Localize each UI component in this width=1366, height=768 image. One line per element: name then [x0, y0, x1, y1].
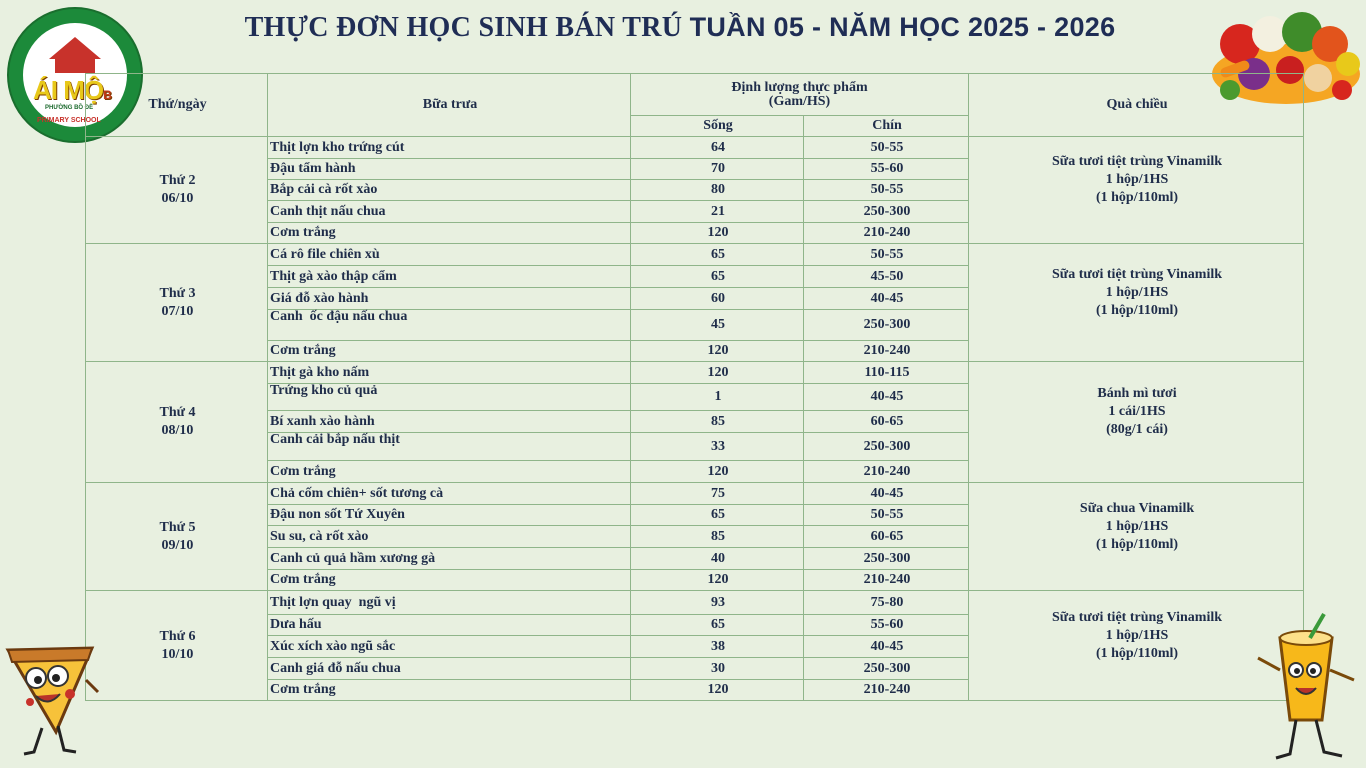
day-label: Thứ 3	[159, 285, 196, 301]
raw-quantity: 65	[631, 244, 804, 266]
dish-name: Cơm trắng	[268, 461, 631, 483]
dish-name: Thịt gà kho nấm	[268, 362, 631, 384]
raw-quantity: 85	[631, 411, 804, 433]
table-row	[86, 244, 1304, 266]
page-title	[160, 12, 1200, 44]
day-label: Thứ 6	[159, 628, 196, 644]
cooked-quantity: 250-300	[804, 433, 969, 461]
day-date: 08/10	[161, 423, 194, 438]
dish-name: Su su, cà rốt xào	[268, 526, 631, 548]
snack-line: (1 hộp/110ml)	[1095, 190, 1179, 205]
dish-name: Đậu non sốt Tứ Xuyên	[268, 505, 631, 526]
raw-quantity: 70	[631, 159, 804, 180]
table-row	[86, 591, 1304, 615]
dish-name: Cơm trắng	[268, 680, 631, 701]
header-cooked: Chín	[804, 116, 969, 137]
cooked-quantity: 50-55	[804, 244, 969, 266]
raw-quantity: 40	[631, 548, 804, 570]
cooked-quantity: 75-80	[804, 591, 969, 615]
cooked-quantity: 40-45	[804, 636, 969, 658]
raw-quantity: 60	[631, 288, 804, 310]
cooked-quantity: 40-45	[804, 483, 969, 505]
dish-name: Cơm trắng	[268, 570, 631, 591]
menu-table	[85, 73, 1304, 701]
raw-quantity: 30	[631, 658, 804, 680]
raw-quantity: 120	[631, 461, 804, 483]
cooked-quantity: 250-300	[804, 201, 969, 223]
snack-cell	[969, 483, 1304, 591]
cooked-quantity: 210-240	[804, 570, 969, 591]
logo-gate	[55, 59, 95, 73]
header-day: Thứ/ngày	[86, 74, 268, 137]
cooked-quantity: 210-240	[804, 341, 969, 362]
snack-line: Sữa tươi tiệt trùng Vinamilk	[1052, 266, 1223, 282]
day-cell	[86, 483, 268, 591]
snack-line: 1 hộp/1HS	[1105, 627, 1169, 643]
day-date: 10/10	[161, 646, 194, 662]
cooked-quantity: 210-240	[804, 680, 969, 701]
raw-quantity: 65	[631, 615, 804, 636]
dish-name: Đậu tẩm hành	[268, 159, 631, 180]
raw-quantity: 120	[631, 680, 804, 701]
cooked-quantity: 55-60	[804, 615, 969, 636]
cooked-quantity: 50-55	[804, 180, 969, 201]
day-date: 09/10	[161, 537, 194, 553]
logo-gate-roof	[49, 37, 101, 59]
snack-line: (80g/1 cái)	[1106, 422, 1168, 437]
cooked-quantity: 210-240	[804, 223, 969, 244]
raw-quantity: 45	[631, 310, 804, 341]
dish-name: Canh ốc đậu nấu chua	[268, 310, 631, 341]
day-label: Thứ 4	[159, 405, 196, 420]
snack-line: (1 hộp/110ml)	[1095, 302, 1179, 318]
cooked-quantity: 210-240	[804, 461, 969, 483]
table-row	[86, 483, 1304, 505]
cooked-quantity: 55-60	[804, 159, 969, 180]
raw-quantity: 120	[631, 362, 804, 384]
dish-name: Canh cải bắp nấu thịt	[268, 433, 631, 461]
dish-name: Trứng kho củ quả	[268, 384, 631, 411]
raw-quantity: 21	[631, 201, 804, 223]
snack-line: (1 hộp/110ml)	[1095, 645, 1179, 661]
raw-quantity: 33	[631, 433, 804, 461]
snack-line: 1 hộp/1HS	[1105, 284, 1169, 300]
day-cell	[86, 591, 268, 701]
snack-line: Bánh mì tươi	[1097, 386, 1177, 401]
logo-text: ÁI MỘB	[33, 75, 111, 105]
menu-body	[86, 137, 1304, 701]
cooked-quantity: 50-55	[804, 505, 969, 526]
dish-name: Giá đỗ xào hành	[268, 288, 631, 310]
raw-quantity: 1	[631, 384, 804, 411]
dish-name: Canh củ quả hầm xương gà	[268, 548, 631, 570]
dish-name: Thịt lợn kho trứng cút	[268, 137, 631, 159]
cooked-quantity: 60-65	[804, 411, 969, 433]
snack-line: 1 cái/1HS	[1108, 404, 1166, 419]
dish-name: Bắp cải cà rốt xào	[268, 180, 631, 201]
raw-quantity: 120	[631, 223, 804, 244]
snack-line: 1 hộp/1HS	[1105, 518, 1169, 534]
snack-cell	[969, 137, 1304, 244]
pizza-mascot-illustration	[0, 640, 104, 762]
dish-name: Cá rô file chiên xù	[268, 244, 631, 266]
header-snack: Quà chiều	[969, 74, 1304, 137]
title-part2: TUẦN 05 - NĂM HỌC 2025 - 2026	[689, 12, 1116, 42]
snack-line: Sữa chua Vinamilk	[1079, 500, 1195, 516]
snack-cell	[969, 362, 1304, 483]
cooked-quantity: 250-300	[804, 658, 969, 680]
day-cell	[86, 137, 268, 244]
dish-name: Canh giá đỗ nấu chua	[268, 658, 631, 680]
day-date: 06/10	[161, 191, 194, 206]
dish-name: Cơm trắng	[268, 341, 631, 362]
snack-line: Sữa tươi tiệt trùng Vinamilk	[1052, 154, 1223, 169]
raw-quantity: 93	[631, 591, 804, 615]
header-raw: Sống	[631, 116, 804, 137]
dish-name: Cơm trắng	[268, 223, 631, 244]
logo-school: PRIMARY SCHOOL	[37, 117, 101, 124]
logo-ward: PHƯỜNG BỒ ĐỀ	[45, 105, 94, 111]
day-label: Thứ 2	[159, 173, 196, 188]
table-row	[86, 137, 1304, 159]
raw-quantity: 80	[631, 180, 804, 201]
table-row	[86, 362, 1304, 384]
dish-name: Chả cốm chiên+ sốt tương cà	[268, 483, 631, 505]
cooked-quantity: 250-300	[804, 310, 969, 341]
dish-name: Thịt lợn quay ngũ vị	[268, 591, 631, 615]
cooked-quantity: 50-55	[804, 137, 969, 159]
header-lunch: Bữa trưa	[268, 74, 631, 137]
cooked-quantity: 250-300	[804, 548, 969, 570]
cooked-quantity: 40-45	[804, 288, 969, 310]
snack-line: Sữa tươi tiệt trùng Vinamilk	[1052, 609, 1223, 625]
dish-name: Dưa hấu	[268, 615, 631, 636]
day-cell	[86, 362, 268, 483]
day-label: Thứ 5	[159, 519, 196, 535]
dish-name: Canh thịt nấu chua	[268, 201, 631, 223]
cooked-quantity: 110-115	[804, 362, 969, 384]
raw-quantity: 38	[631, 636, 804, 658]
snack-line: (1 hộp/110ml)	[1095, 536, 1179, 552]
raw-quantity: 120	[631, 570, 804, 591]
raw-quantity: 75	[631, 483, 804, 505]
cooked-quantity: 40-45	[804, 384, 969, 411]
dish-name: Xúc xích xào ngũ sắc	[268, 636, 631, 658]
cooked-quantity: 60-65	[804, 526, 969, 548]
snack-line: 1 hộp/1HS	[1105, 172, 1169, 187]
dish-name: Thịt gà xào thập cẩm	[268, 266, 631, 288]
raw-quantity: 65	[631, 505, 804, 526]
snack-cell	[969, 244, 1304, 362]
day-cell	[86, 244, 268, 362]
raw-quantity: 64	[631, 137, 804, 159]
title-part1: THỰC ĐƠN HỌC SINH BÁN TRÚ	[244, 12, 683, 43]
raw-quantity: 120	[631, 341, 804, 362]
header-quantity: Định lượng thực phẩm (Gam/HS)	[631, 74, 969, 116]
dish-name: Bí xanh xào hành	[268, 411, 631, 433]
raw-quantity: 85	[631, 526, 804, 548]
cooked-quantity: 45-50	[804, 266, 969, 288]
juice-mascot-illustration	[1250, 610, 1362, 766]
day-date: 07/10	[161, 303, 194, 319]
raw-quantity: 65	[631, 266, 804, 288]
